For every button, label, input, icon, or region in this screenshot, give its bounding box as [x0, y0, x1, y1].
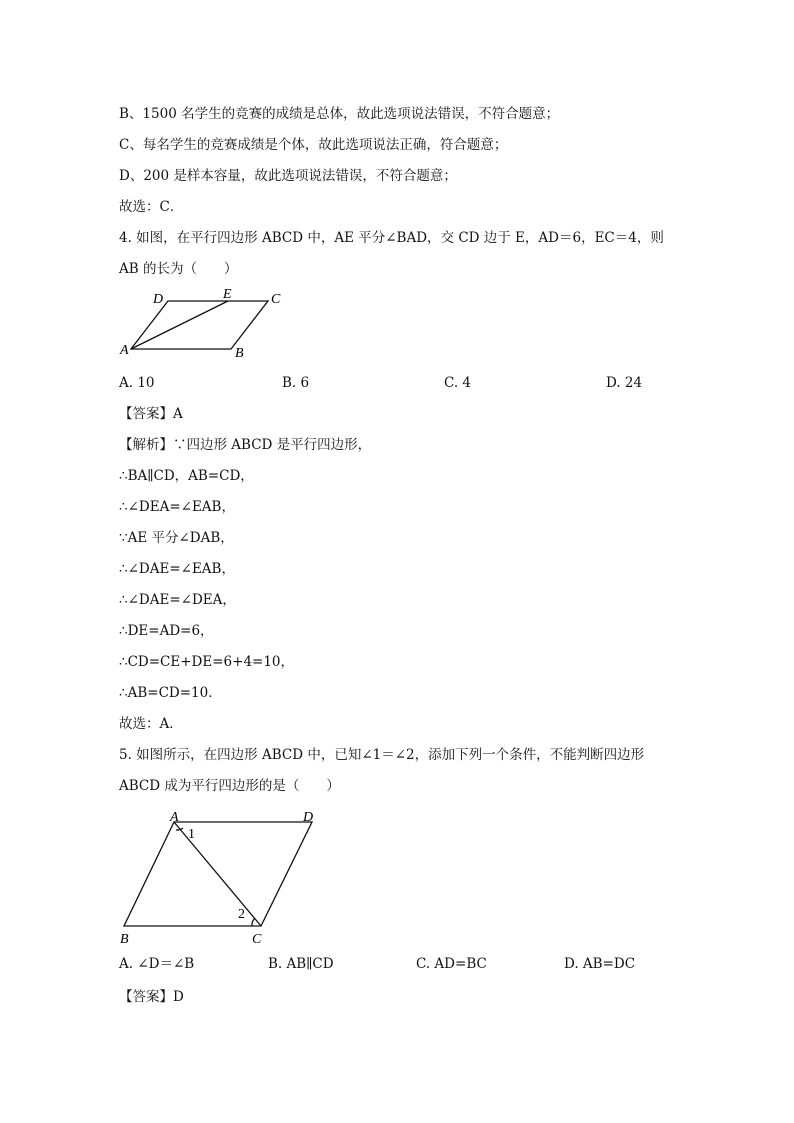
q4-stem-line2: AB 的长为（ ） — [119, 261, 238, 277]
q4-label-c: C — [271, 292, 281, 307]
q4-analysis-line4: ∵AE 平分∠DAB， — [119, 530, 234, 546]
q4-analysis-line1: 【解析】∵四边形 ABCD 是平行四边形， — [119, 437, 372, 453]
q5-label-a: A — [170, 810, 179, 825]
q5-label-b: B — [120, 932, 129, 947]
q4-parallelogram-abcd — [131, 301, 268, 349]
q4-option-a: A. 10 — [119, 375, 155, 391]
q4-option-b: B. 6 — [282, 375, 310, 391]
q3-option-d-explanation: D、200 是样本容量，故此选项说法错误，不符合题意； — [119, 168, 457, 184]
q4-stem-line1: 4. 如图，在平行四边形 ABCD 中，AE 平分∠BAD，交 CD 边于 E，AD＝6，EC＝4，则 — [119, 230, 664, 246]
q4-analysis-line5: ∴∠DAE=∠EAB， — [119, 561, 235, 577]
q4-option-c: C. 4 — [444, 375, 472, 391]
q4-analysis-line9: ∴AB=CD=10． — [119, 685, 222, 701]
q4-label-b: B — [235, 346, 244, 361]
q4-analysis-line3: ∴∠DEA=∠EAB， — [119, 499, 235, 515]
q4-analysis-line6: ∴∠DAE=∠DEA， — [119, 592, 236, 608]
q3-conclusion: 故选：C． — [119, 199, 184, 215]
q5-label-c: C — [252, 932, 262, 947]
q5-label-d: D — [303, 810, 314, 825]
q4-label-a: A — [120, 343, 129, 358]
q5-label-angle-1: 1 — [188, 827, 195, 842]
q5-answer: 【答案】D — [119, 989, 184, 1005]
q4-analysis-line2: ∴BA∥CD，AB=CD， — [119, 468, 254, 484]
q5-label-angle-2: 2 — [238, 907, 245, 922]
q4-analysis-line8: ∴CD=CE+DE=6+4=10， — [119, 654, 295, 670]
q4-label-e: E — [223, 287, 232, 302]
q5-option-a: A. ∠D＝∠B — [119, 956, 195, 972]
q4-answer: 【答案】A — [119, 406, 183, 422]
q5-quadrilateral-abcd — [124, 822, 312, 926]
q5-stem-line2: ABCD 成为平行四边形的是（ ） — [119, 778, 340, 794]
q3-option-c-explanation: C、每名学生的竞赛成绩是个体，故此选项说法正确，符合题意； — [119, 137, 508, 153]
q5-stem-line1: 5. 如图所示，在四边形 ABCD 中，已知∠1＝∠2，添加下列一个条件，不能判断四边形 — [119, 747, 645, 763]
q5-angle-1-arc — [176, 828, 183, 830]
q4-option-d: D. 24 — [606, 375, 643, 391]
q4-conclusion: 故选：A． — [119, 716, 183, 732]
q5-option-d: D. AB=DC — [564, 956, 636, 972]
q4-segment-ae — [131, 301, 228, 349]
q4-label-d: D — [153, 292, 164, 307]
q4-analysis-line7: ∴DE=AD=6， — [119, 623, 214, 639]
q5-option-c: C. AD=BC — [416, 956, 487, 972]
q5-diagonal-ac — [174, 822, 261, 926]
q3-option-b-explanation: B、1500 名学生的竞赛的成绩是总体，故此选项说法错误，不符合题意； — [119, 106, 560, 122]
q5-angle-2-arc — [252, 918, 255, 926]
q5-option-b: B. AB∥CD — [268, 956, 334, 972]
